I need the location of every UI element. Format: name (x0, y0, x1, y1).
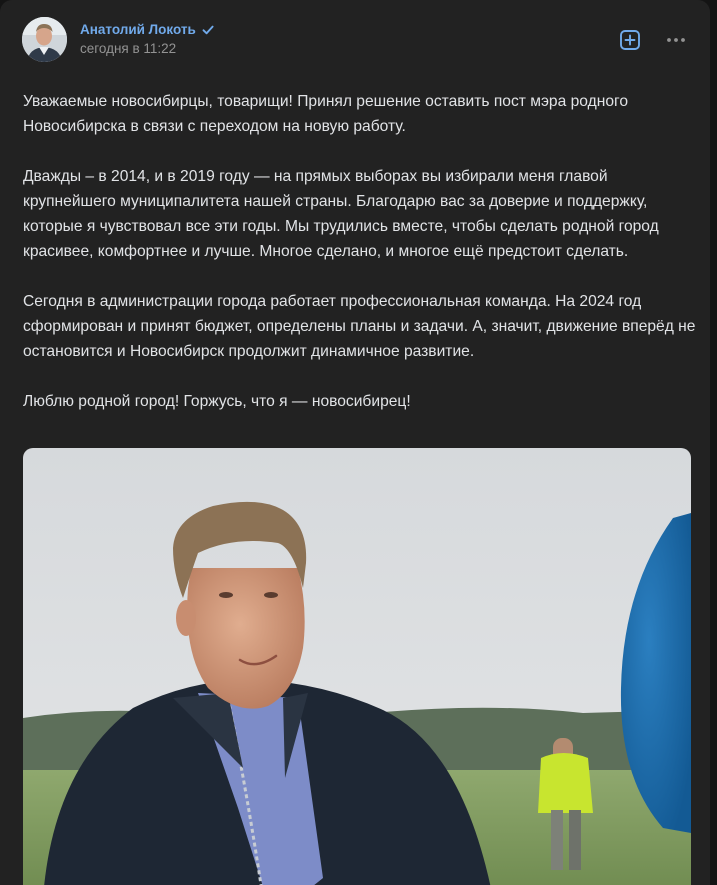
author-row (80, 22, 215, 37)
add-square-icon[interactable] (619, 29, 641, 51)
post-photo[interactable] (23, 448, 691, 885)
post-paragraph: Люблю родной город! Горжусь, что я — новосибирец! (23, 393, 411, 410)
post-text (23, 89, 698, 439)
post-header (22, 17, 690, 63)
post-timestamp[interactable]: сегодня в 11:22 (80, 41, 177, 56)
author-name[interactable]: Анатолий Локоть (80, 22, 196, 37)
avatar-photo (22, 17, 67, 62)
avatar[interactable] (22, 17, 67, 62)
more-horizontal-icon[interactable] (665, 31, 687, 49)
post-paragraph: Дважды – в 2014, и в 2019 году — на прямых выборах вы избирали меня главой крупнейшего муниципалитета нашей страны. Благодарю вас за доверие и поддержку, которые я чувствовал все эти годы. Мы трудились вместе, чтобы сделать родной город красивее, комфортнее и лучше. Многое сделано, и многое ещё предстоит сделать. (23, 168, 659, 260)
post-paragraph: Сегодня в администрации города работает профессиональная команда. На 2024 год сформирован и принят бюджет, определены планы и задачи. А, значит, движение вперёд не остановится и Новосибирск продолжит динамичное развитие. (23, 293, 696, 360)
verified-check-icon (201, 23, 215, 37)
photo-image (23, 448, 691, 885)
post-paragraph: Уважаемые новосибирцы, товарищи! Принял решение оставить пост мэра родного Новосибирска в связи с переходом на новую работу. (23, 93, 629, 135)
